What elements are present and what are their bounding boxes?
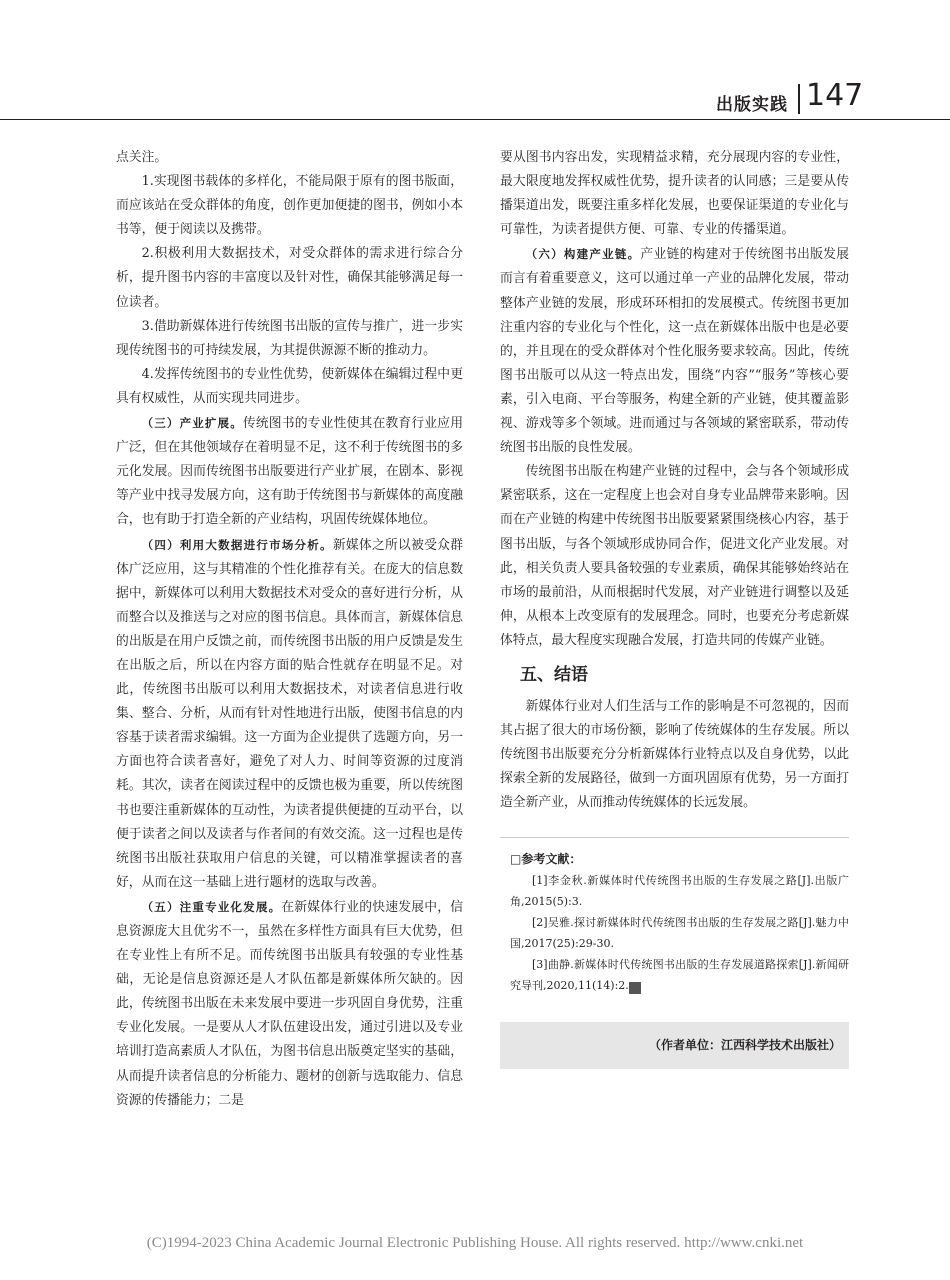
paragraph-text: 新媒体之所以被受众群体广泛应用，这与其精准的个性化推荐有关。在庞大的信息数据中，新媒体可以利用大数据技术对受众的喜好进行分析，从而整合以及推送与之对应的图书信息。具体而言，新媒体信息的出版是在用户反馈之前，而传统图书出版的用户反馈是发生在出版之后，所以在内容方面的贴合性就存在明显不足。对此，传统图书出版可以利用大数据技术，对读者信息进行收集、整合、分析，从而有针对性地进行出版，使图书信息的内容基于读者需求编辑。这一方面为企业提供了选题方向，另一方面也符合读者喜好，避免了对人力、时间等资源的过度消耗。其次，读者在阅读过程中的反馈也极为重要，所以传统图书也要注重新媒体的互动性，为读者提供便捷的互动平台，以便于读者之间以及读者与作者间的有效交流。这一过程也是传统图书出版社获取用户信息的关键，可以精准掌握读者的喜好，从而在这一基础上进行题材的选取与改善。 [116, 537, 464, 890]
subsection-heading: （五）注重专业化发展。 [141, 899, 282, 914]
running-header-title: 出版实践 [716, 95, 788, 115]
body-paragraph [116, 533, 463, 895]
paragraph-text: 2.积极利用大数据技术，对受众群体的需求进行综合分析，提升图书内容的丰富度以及针对性，确保其能够满足每一位读者。 [116, 246, 463, 310]
paragraph-text: 产业链的构建对于传统图书出版发展而言有着重要意义，这可以通过单一产业的品牌化发展，带动整体产业链的发展，形成环环相扣的发展模式。传统图书更加注重内容的专业化与个性化，这一点在新媒体出版中也是必要的，并且现在的受众群体对个性化服务要求较高。因此，传统图书出版可以从这一特点出发，围绕“内容”“服务”等核心要素，引入电商、平台等服务，构建全新的产业链，使其覆盖影视、游戏等多个领域。进而通过与各领域的紧密联系，带动传统图书出版的良性发展。 [500, 247, 850, 456]
cnki-end-mark-icon: C [629, 982, 641, 994]
body-paragraph [116, 411, 463, 532]
body-paragraph [116, 315, 463, 363]
section-heading: 五、结语 [520, 664, 588, 685]
copyright-footer: (C)1994-2023 China Academic Journal Electronic Publishing House. All rights reserved. http://www.cnki.net [146, 1235, 804, 1251]
paragraph-text: 在新媒体行业的快速发展中，信息资源庞大且优劣不一，虽然在多样性方面具有巨大优势，但在专业性上有所不足。而传统图书出版具有较强的专业性基础，无论是信息资源还是人才队伍都是新媒体所欠缺的。因此，传统图书出版在未来发展中要进一步巩固自身优势，注重专业化发展。一是要从人才队伍建设出发，通过引进以及专业培训打造高素质人才队伍，为图书信息出版奠定坚实的基础，从而提升读者信息的分析能力、题材的创新与选取能力、信息资源的传播能力；二是 [116, 899, 464, 1108]
paragraph-text: 3.借助新媒体进行传统图书出版的宣传与推广，进一步实现传统图书的可持续发展，为其提供源源不断的推动力。 [116, 318, 463, 358]
paragraph-text: 4.发挥传统图书的专业性优势，使新媒体在编辑过程中更具有权威性，从而实现共同进步。 [116, 366, 463, 406]
references-box [500, 837, 849, 996]
left-column [116, 146, 463, 1113]
subsection-heading: （四）利用大数据进行市场分析。 [141, 537, 333, 552]
body-paragraph [116, 242, 463, 314]
subsection-heading: （六）构建产业链。 [525, 247, 641, 262]
body-paragraph [116, 363, 463, 411]
header-rule [0, 119, 950, 120]
paragraph-text: 要从图书内容出发，实现精益求精，充分展现内容的专业性，最大限度地发挥权威性优势，提升读者的认同感；三是要从传播渠道出发，既要注重多样化发展，也要保证渠道的专业化与可靠性，为读者提供方便、可靠、专业的传播渠道。 [500, 150, 849, 238]
reference-item: [1]李金秋.新媒体时代传统图书出版的生存发展之路[J].出版广角,2015(5):3. [510, 874, 849, 909]
paragraph-text: 点关注。 [116, 150, 168, 165]
header-divider [798, 84, 800, 114]
paragraph-text: 1.实现图书载体的多样化，不能局限于原有的图书版面，而应该站在受众群体的角度，创作更加便捷的图书，例如小本书等，便于阅读以及携带。 [116, 174, 463, 238]
page-number: 147 [806, 78, 864, 113]
body-paragraph [500, 695, 849, 815]
body-paragraph [500, 146, 849, 242]
paragraph-text: 新媒体行业对人们生活与工作的影响是不可忽视的，因而其占据了很大的市场份额，影响了传统媒体的生存发展。所以传统图书出版要充分分析新媒体行业特点以及自身优势，以此探索全新的发展路径，做到一方面巩固原有优势，另一方面打造全新产业，从而推动传统媒体的长远发展。 [500, 698, 849, 811]
right-column [500, 146, 849, 1069]
references-title: □参考文献： [510, 852, 582, 867]
body-paragraph [116, 146, 463, 170]
subsection-heading: （三）产业扩展。 [141, 416, 243, 431]
paragraph-text: 传统图书出版在构建产业链的过程中，会与各个领域形成紧密联系，这在一定程度上也会对自身专业品牌带来影响。因而在产业链的构建中传统图书出版要紧紧围绕核心内容，基于图书出版，与各个领域形成协同合作，促进文化产业发展。对此，相关负责人要具备较强的专业素质，确保其能够始终站在市场的最前沿，从而根据时代发展，对产业链进行调整以及延伸，从根本上改变原有的发展理念。同时，也要充分考虑新媒体特点，最大程度实现融合发展，打造共同的传媒产业链。 [500, 464, 849, 648]
reference-item: [3]曲静.新媒体时代传统图书出版的生存发展道路探索[J].新闻研究导刊,2020,11(14):2. C [510, 958, 849, 994]
body-paragraph [500, 242, 849, 460]
author-affiliation: （作者单位：江西科学技术出版社） [500, 1022, 849, 1069]
body-paragraph [116, 170, 463, 242]
right-column-body [500, 146, 849, 815]
paragraph-text: 传统图书的专业性使其在教育行业应用广泛，但在其他领域存在着明显不足，这不利于传统图书的多元化发展。因而传统图书出版要进行产业扩展，在剧本、影视等产业中找寻发展方向，这有助于传统图书与新媒体的高度融合，也有助于打造全新的产业结构，巩固传统媒体地位。 [116, 416, 464, 528]
body-paragraph [116, 895, 463, 1113]
body-paragraph [500, 460, 849, 653]
reference-item: [2]吴雅.探讨新媒体时代传统图书出版的生存发展之路[J].魅力中国,2017(25):29-30. [510, 916, 849, 951]
